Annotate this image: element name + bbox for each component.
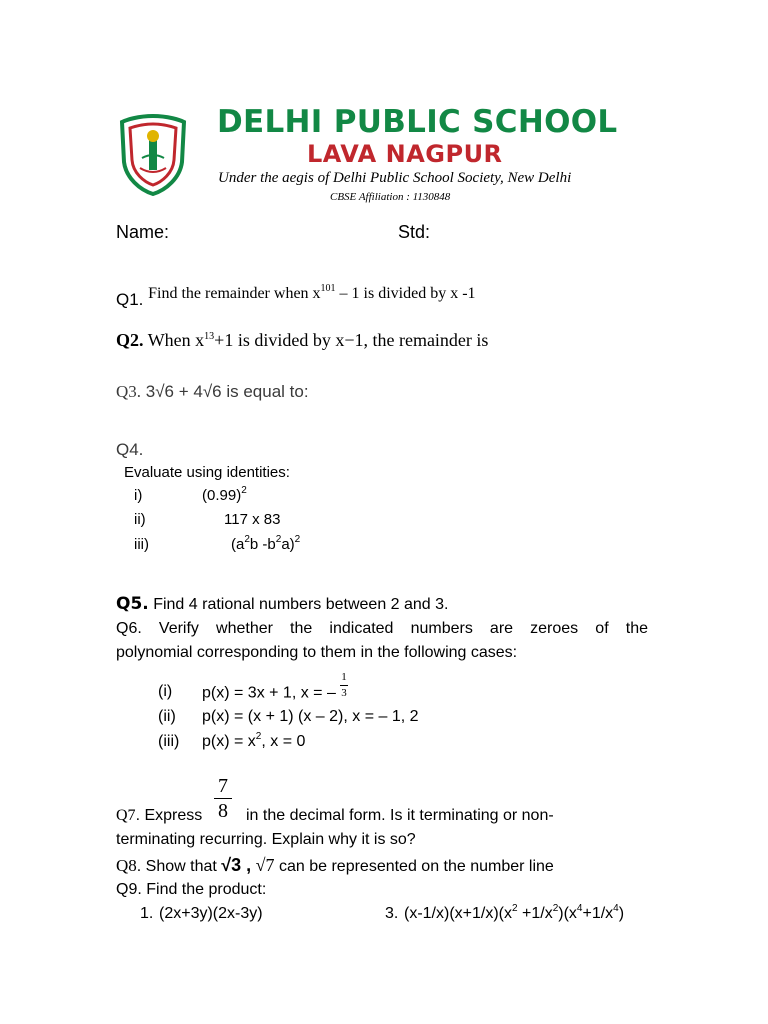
q7-text-a: . Express [135,807,203,824]
q6-case-3-roman: (iii) [158,733,180,750]
q9-item-3-e2: 2 [552,903,559,914]
q3-number: Q3. [116,382,142,401]
q8-text-a: . Show that [136,858,217,875]
question-8 [116,853,554,879]
q9-title: Q9. Find the product: [116,881,267,898]
q6-case-3-exp: 2 [255,731,262,742]
q4-item-1-base: (0.99) [202,487,242,504]
q3-text: 3√6 + 4√6 is equal to: [141,382,309,401]
q2-text-a: When x [143,330,205,350]
q6-case-1-text: p(x) = 3x + 1, x = – [202,684,336,702]
q7-fraction-numerator: 7 [214,776,232,799]
q6-case-1-roman: (i) [158,683,173,700]
q9-item-3-number: 3. [385,905,399,922]
q1-exponent: 101 [320,283,336,294]
q4-item-1-exp: 2 [241,485,247,496]
question-5 [116,592,449,617]
q4-item-3 [231,536,300,553]
q4-item-3-a: (a [231,536,245,553]
q8-root-7: √7 [255,855,275,875]
q2-exponent: 13 [204,331,215,342]
affiliation-line: CBSE Affiliation : 1130848 [330,191,451,203]
q8-number: Q8 [116,856,137,875]
question-3 [116,382,309,402]
q6-fraction-numerator: 1 [340,672,348,686]
q9-item-1: (2x+3y)(2x-3y) [159,905,263,922]
q5-number: Q5. [116,594,149,614]
q6-case-1 [202,671,348,707]
school-name: DELHI PUBLIC SCHOOL [217,104,618,140]
school-crest-logo [118,112,188,196]
q9-item-3-a: (x-1/x)(x+1/x)(x [404,905,512,922]
q8-root-3: √3 , [221,855,252,875]
q6-case-3-b: , x = 0 [261,733,306,750]
q9-item-3-b: +1/x [517,905,553,922]
q9-item-3-d: +1/x [582,905,614,922]
q9-item-3-f: ) [618,905,625,922]
question-1 [116,283,476,309]
q9-item-3-e4: 4 [613,903,619,914]
q1-text [148,285,475,302]
q2-text-b: +1 is divided by x−1, the remainder is [214,330,489,350]
question-2 [116,330,488,351]
q1-number: Q1. [116,290,144,309]
q4-item-2-roman: ii) [134,511,146,528]
q4-item-3-c: a) [281,536,295,553]
q9-item-3-c: )(x [558,905,577,922]
q6-case-3 [202,730,305,754]
q7-text-b: in the decimal form. Is it terminating or non- [246,807,554,824]
q6-case-2-roman: (ii) [158,708,176,725]
q9-item-3-e1: 2 [512,903,518,914]
q1-text-a: Find the remainder when x [148,285,321,302]
q6-fraction-denominator: 3 [341,687,347,699]
q4-number: Q4. [116,440,144,459]
q4-item-1-roman: i) [134,487,143,504]
q4-item-3-b: b -b [249,536,276,553]
q5-text: Find 4 rational numbers between 2 and 3. [148,596,449,613]
q1-text-b: – 1 is divided by x -1 [335,285,476,302]
q4-item-3-e1: 2 [244,534,250,545]
q6-case-3-a: p(x) = x [202,733,256,750]
q9-item-1-number: 1. [140,905,154,922]
q9-item-3 [404,902,624,926]
q6-case-2: p(x) = (x + 1) (x – 2), x = – 1, 2 [202,708,419,725]
std-label: Std: [398,222,431,242]
name-label: Name: [116,222,170,242]
q2-number: Q2. [116,330,144,350]
q6-case-1-fraction [340,672,348,699]
q7-fraction-denominator: 8 [218,800,228,822]
q8-text-b: can be represented on the number line [274,858,554,875]
q7-number: Q7 [116,807,136,824]
school-branch: LAVA NAGPUR [307,140,503,168]
q4-instruction: Evaluate using identities: [124,464,290,481]
q7-line-1 [116,804,202,828]
q6-line-2: polynomial corresponding to them in the following cases: [116,644,518,661]
q4-item-2: 117 x 83 [224,511,281,528]
q4-item-3-e3: 2 [294,534,301,545]
q9-item-3-e3: 4 [576,903,583,914]
q7-line-2: terminating recurring. Explain why it is so? [116,831,416,848]
q4-item-1 [202,487,247,504]
q7-fraction [214,776,232,821]
q6-line-1: Q6. Verify whether the indicated numbers are zeroes of the [116,620,648,637]
q4-item-3-e2: 2 [275,534,282,545]
aegis-line: Under the aegis of Delhi Public School Society, New Delhi [218,170,572,186]
q4-item-3-roman: iii) [134,536,149,553]
